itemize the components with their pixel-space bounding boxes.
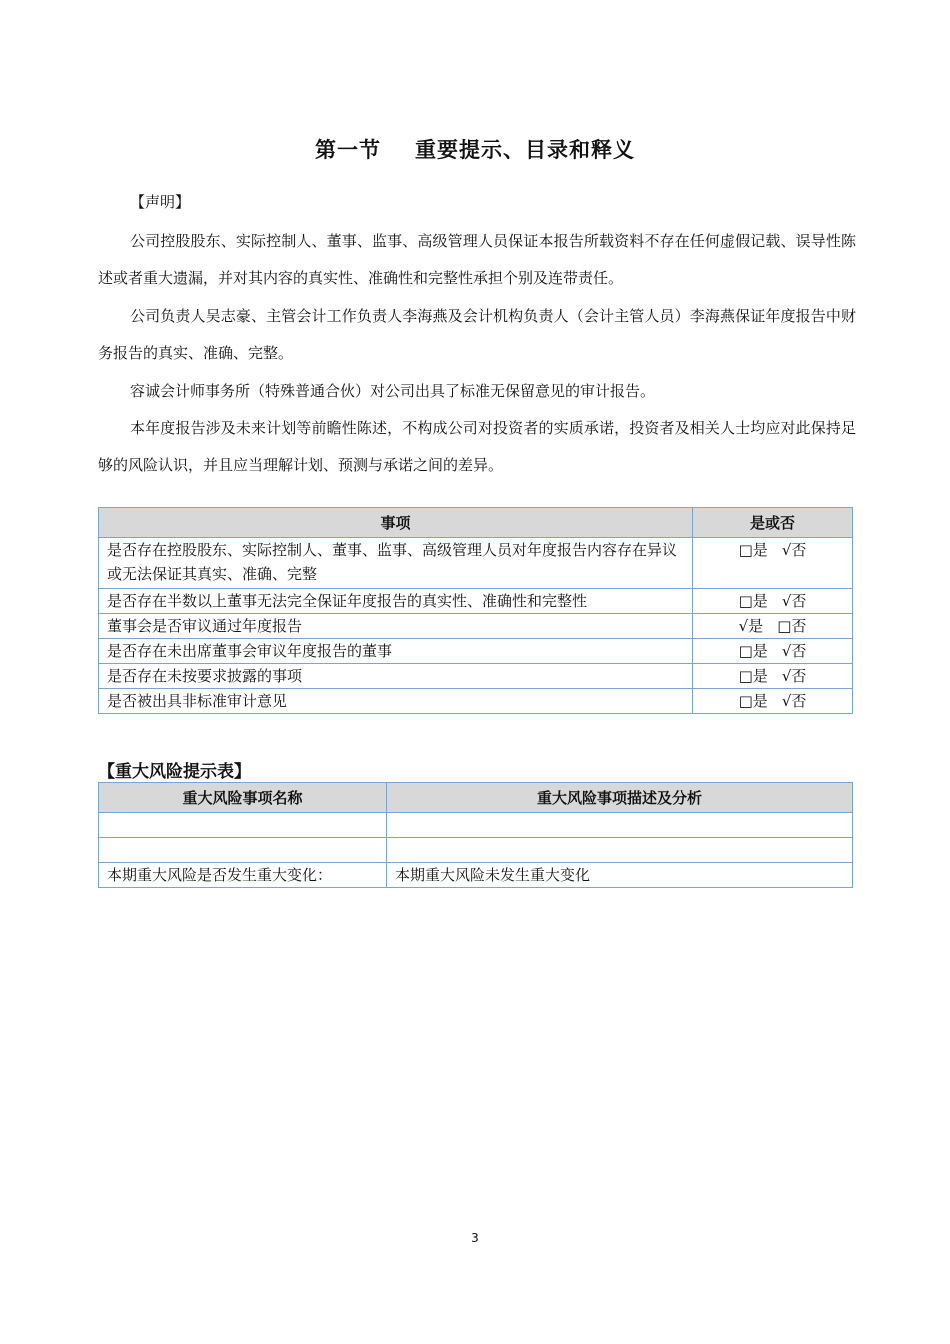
answer-cell	[693, 639, 853, 664]
answer-cell	[693, 689, 853, 714]
no-option: √否	[781, 541, 807, 559]
table-row	[99, 589, 853, 614]
table-row	[99, 813, 853, 838]
header-risk-name: 重大风险事项名称	[99, 783, 387, 813]
no-option: √否	[781, 667, 807, 685]
page-number: 3	[471, 1231, 479, 1245]
table-row	[99, 639, 853, 664]
header-yes-no: 是或否	[693, 508, 853, 538]
section-heading: 重要提示、目录和释义	[415, 138, 635, 162]
item-cell: 董事会是否审议通过年度报告	[99, 614, 693, 639]
item-cell: 是否存在控股股东、实际控制人、董事、监事、高级管理人员对年度报告内容存在异议或无法保证其真实、准确、完整	[99, 538, 693, 589]
risk-name-cell	[99, 813, 387, 838]
table-row	[99, 838, 853, 863]
table-row	[99, 689, 853, 714]
item-cell: 是否存在未按要求披露的事项	[99, 664, 693, 689]
yes-option: □是	[738, 642, 768, 660]
section-number: 第一节	[315, 138, 381, 162]
risk-change-question: 本期重大风险是否发生重大变化：	[99, 863, 387, 888]
yes-option: □是	[738, 541, 768, 559]
header-risk-description: 重大风险事项描述及分析	[387, 783, 853, 813]
answer-cell	[693, 614, 853, 639]
table-header-row	[99, 508, 853, 538]
yes-option: □是	[738, 592, 768, 610]
declaration-table	[98, 507, 853, 714]
table-row	[99, 664, 853, 689]
paragraph-auditor: 容诚会计师事务所（特殊普通合伙）对公司出具了标准无保留意见的审计报告。	[130, 382, 656, 400]
paragraph-forward-looking: 本年度报告涉及未来计划等前瞻性陈述，不构成公司对投资者的实质承诺，投资者及相关人士均应对此保持足够的风险认识，并且应当理解计划、预测与承诺之间的差异。	[98, 419, 856, 474]
yes-option: √是	[738, 617, 764, 635]
no-option: √否	[781, 692, 807, 710]
statement-label: 【声明】	[130, 193, 191, 211]
yes-option: □是	[738, 692, 768, 710]
risk-change-answer: 本期重大风险未发生重大变化	[387, 863, 853, 888]
no-option: √否	[781, 642, 807, 660]
answer-cell	[693, 589, 853, 614]
risk-table-heading: 【重大风险提示表】	[98, 762, 251, 782]
table-row	[99, 863, 853, 888]
risk-table	[98, 782, 853, 888]
paragraph-responsible-persons: 公司负责人吴志豪、主管会计工作负责人李海燕及会计机构负责人（会计主管人员）李海燕保证年度报告中财务报告的真实、准确、完整。	[98, 307, 856, 362]
answer-cell	[693, 664, 853, 689]
table-header-row	[99, 783, 853, 813]
header-item: 事项	[99, 508, 693, 538]
table-row	[99, 614, 853, 639]
yes-option: □是	[738, 667, 768, 685]
no-option: √否	[781, 592, 807, 610]
no-option: □否	[777, 617, 807, 635]
item-cell: 是否存在未出席董事会审议年度报告的董事	[99, 639, 693, 664]
risk-description-cell	[387, 813, 853, 838]
paragraph-guarantee: 公司控股股东、实际控制人、董事、监事、高级管理人员保证本报告所载资料不存在任何虚假记载、误导性陈述或者重大遗漏，并对其内容的真实性、准确性和完整性承担个别及连带责任。	[98, 232, 856, 287]
answer-cell	[693, 538, 853, 589]
page-title	[0, 134, 950, 164]
table-row	[99, 538, 853, 589]
item-cell: 是否被出具非标准审计意见	[99, 689, 693, 714]
risk-name-cell	[99, 838, 387, 863]
item-cell: 是否存在半数以上董事无法完全保证年度报告的真实性、准确性和完整性	[99, 589, 693, 614]
risk-description-cell	[387, 838, 853, 863]
